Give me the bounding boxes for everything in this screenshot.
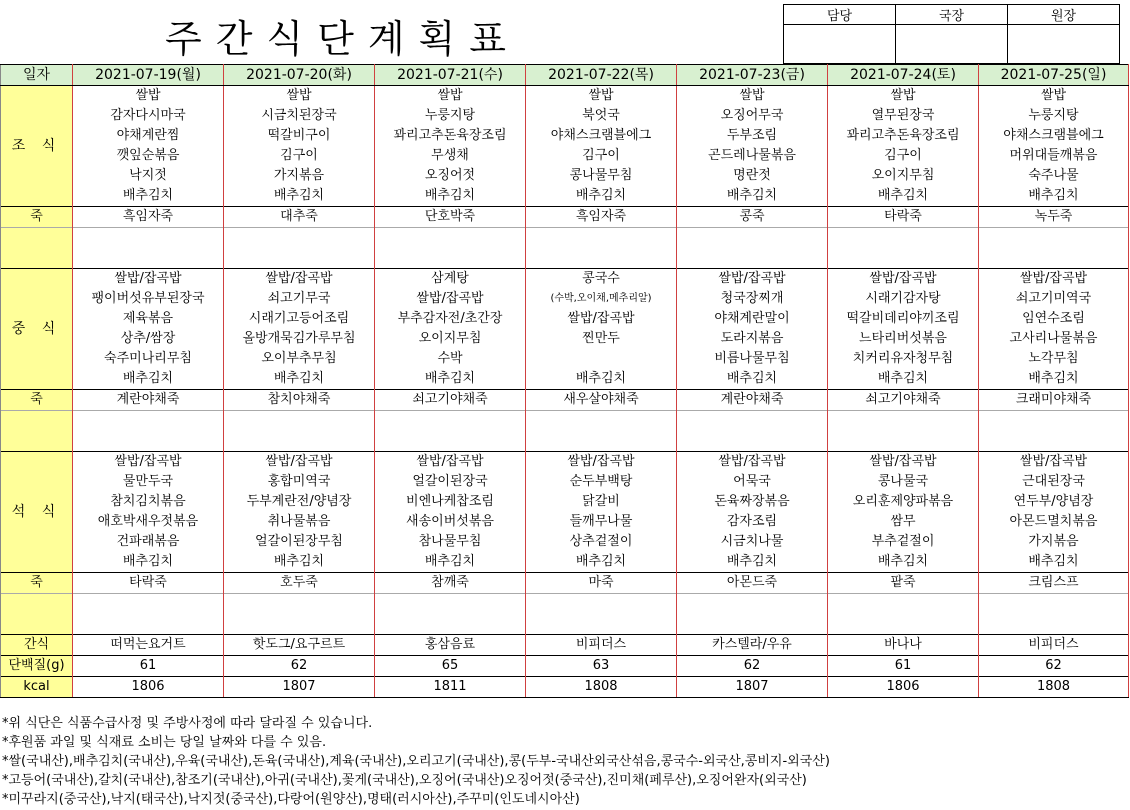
meal-row [1,86,1129,107]
porridge-cell: 참치야채죽 [224,390,375,411]
menu-cell: 쌀밥 [224,86,375,107]
blank-cell [677,411,828,432]
kcal-row [1,677,1129,698]
menu-cell: 숙주미나리무침 [73,349,224,369]
kcal-cell: 1807 [224,677,375,698]
menu-cell: 낙지젓 [73,166,224,186]
menu-cell: 치커리유자청무침 [828,349,979,369]
blank-row [1,614,1129,635]
blank-cell [224,431,375,452]
blank-cell [73,614,224,635]
menu-cell: 오이지무침 [375,329,526,349]
menu-cell: 부추감자전/초간장 [375,309,526,329]
menu-cell: 비엔나케찹조림 [375,492,526,512]
menu-cell: 콩나물국 [828,472,979,492]
meal-row [1,472,1129,492]
menu-cell: 야채스크램블에그 [526,126,677,146]
menu-cell: 배추김치 [526,369,677,390]
menu-cell: 쇠고기무국 [224,289,375,309]
signoff-label: 담당 [784,5,896,25]
porridge-row [1,207,1129,228]
porridge-cell: 녹두죽 [979,207,1129,228]
porridge-cell: 마죽 [526,573,677,594]
snack-cell: 바나나 [828,635,979,656]
date-cell: 2021-07-21(수) [375,65,526,86]
menu-cell: 곤드레나물볶음 [677,146,828,166]
blank-label [1,614,73,635]
porridge-cell: 크래미야채죽 [979,390,1129,411]
menu-cell: 두부조림 [677,126,828,146]
menu-cell: 쌀밥 [677,86,828,107]
menu-cell: 꽈리고추돈육장조림 [375,126,526,146]
signoff-box [783,4,1120,64]
menu-cell: 두부계란전/양념장 [224,492,375,512]
porridge-row [1,573,1129,594]
menu-cell: 배추김치 [73,186,224,207]
porridge-cell: 계란야채죽 [677,390,828,411]
porridge-cell: 대추죽 [224,207,375,228]
meal-row [1,126,1129,146]
menu-cell: 시금치된장국 [224,106,375,126]
menu-cell: 쌀밥 [73,86,224,107]
menu-cell: 고사리나물볶음 [979,329,1129,349]
porridge-cell: 아몬드죽 [677,573,828,594]
menu-cell: 누룽지탕 [979,106,1129,126]
blank-cell [224,614,375,635]
protein-cell: 62 [677,656,828,677]
menu-cell: 배추김치 [375,186,526,207]
blank-cell [979,228,1129,249]
blank-cell [526,594,677,615]
date-label: 일자 [1,65,73,86]
meal-row [1,186,1129,207]
menu-cell: 쇠고기미역국 [979,289,1129,309]
menu-cell: 배추김치 [677,552,828,573]
menu-cell: 명란젓 [677,166,828,186]
protein-row [1,656,1129,677]
blank-cell [526,431,677,452]
snack-cell: 비피더스 [526,635,677,656]
menu-cell: 상추/쌈장 [73,329,224,349]
menu-cell: 쌀밥/잡곡밥 [828,269,979,290]
menu-cell: (수박,오이채,메추리알) [526,289,677,309]
blank-cell [224,228,375,249]
blank-cell [828,411,979,432]
menu-cell: 청국장찌개 [677,289,828,309]
porridge-cell: 팥죽 [828,573,979,594]
menu-cell: 배추김치 [526,552,677,573]
menu-cell: 배추김치 [224,186,375,207]
porridge-cell: 흑임자죽 [526,207,677,228]
menu-cell: 물만두국 [73,472,224,492]
blank-cell [375,594,526,615]
menu-cell: 배추김치 [224,369,375,390]
menu-cell: 무생채 [375,146,526,166]
menu-cell: 배추김치 [828,552,979,573]
menu-cell: 시래기감자탕 [828,289,979,309]
meal-row [1,492,1129,512]
blank-cell [979,431,1129,452]
blank-cell [73,248,224,269]
porridge-cell: 새우살야채죽 [526,390,677,411]
menu-cell: 들깨무나물 [526,512,677,532]
porridge-cell: 계란야채죽 [73,390,224,411]
menu-cell: 오징어무국 [677,106,828,126]
menu-cell: 쌀밥/잡곡밥 [375,289,526,309]
meal-row [1,369,1129,390]
meal-label: 중 식 [1,269,73,390]
menu-cell: 배추김치 [73,369,224,390]
menu-cell: 감자조림 [677,512,828,532]
menu-cell: 느타리버섯볶음 [828,329,979,349]
blank-cell [828,431,979,452]
notes [2,714,1128,809]
menu-cell: 삼계탕 [375,269,526,290]
kcal-label: kcal [1,677,73,698]
blank-label [1,431,73,452]
meal-row [1,106,1129,126]
menu-cell: 쌀밥/잡곡밥 [73,269,224,290]
blank-cell [526,411,677,432]
kcal-cell: 1806 [73,677,224,698]
note-line: *고등어(국내산),갈치(국내산),참조기(국내산),아귀(국내산),꽃게(국내산),오징어(국내산)오징어젓(중국산),진미채(페루산),오징어완자(외국산) [2,773,807,788]
signoff-label: 국장 [896,5,1008,25]
menu-cell: 오징어젓 [375,166,526,186]
date-cell: 2021-07-22(목) [526,65,677,86]
porridge-cell: 크림스프 [979,573,1129,594]
menu-cell: 상추겉절이 [526,532,677,552]
porridge-cell: 쇠고기야채죽 [828,390,979,411]
blank-label [1,594,73,615]
porridge-cell: 단호박죽 [375,207,526,228]
menu-cell: 떡갈비데리야끼조림 [828,309,979,329]
meal-row [1,552,1129,573]
menu-cell: 취나물볶음 [224,512,375,532]
date-cell: 2021-07-23(금) [677,65,828,86]
blank-cell [526,614,677,635]
menu-cell: 올방개묵김가루무침 [224,329,375,349]
menu-cell: 머위대들깨볶음 [979,146,1129,166]
menu-cell: 쌀밥/잡곡밥 [979,452,1129,473]
menu-cell: 아몬드멸치볶음 [979,512,1129,532]
blank-cell [224,248,375,269]
menu-cell: 야채계란말이 [677,309,828,329]
blank-cell [677,248,828,269]
blank-cell [828,228,979,249]
menu-cell: 비름나물무침 [677,349,828,369]
menu-cell: 누룽지탕 [375,106,526,126]
menu-cell: 쌈무 [828,512,979,532]
meal-row [1,309,1129,329]
blank-row [1,248,1129,269]
date-cell: 2021-07-24(토) [828,65,979,86]
menu-cell: 배추김치 [979,186,1129,207]
blank-cell [979,594,1129,615]
meal-row [1,146,1129,166]
page-title: 주간식단계획표 [165,17,520,61]
menu-cell: 오이지무침 [828,166,979,186]
snack-cell: 떠먹는요거트 [73,635,224,656]
menu-cell: 꽈리고추돈육장조림 [828,126,979,146]
menu-cell: 임연수조림 [979,309,1129,329]
menu-cell: 배추김치 [677,186,828,207]
meal-row [1,532,1129,552]
blank-cell [73,431,224,452]
menu-cell: 순두부백탕 [526,472,677,492]
protein-cell: 61 [73,656,224,677]
date-cell: 2021-07-19(월) [73,65,224,86]
menu-cell: 얼갈이된장국 [375,472,526,492]
meal-label: 석 식 [1,452,73,573]
blank-cell [73,228,224,249]
menu-cell: 찐만두 [526,329,677,349]
menu-cell: 쌀밥/잡곡밥 [677,269,828,290]
blank-cell [375,228,526,249]
blank-row [1,228,1129,249]
blank-label [1,248,73,269]
blank-cell [677,594,828,615]
menu-cell: 홍합미역국 [224,472,375,492]
kcal-cell: 1811 [375,677,526,698]
porridge-cell: 타락죽 [828,207,979,228]
kcal-cell: 1806 [828,677,979,698]
protein-cell: 63 [526,656,677,677]
menu-cell: 얼갈이된장무침 [224,532,375,552]
blank-cell [375,248,526,269]
menu-cell: 제육볶음 [73,309,224,329]
kcal-cell: 1808 [979,677,1129,698]
menu-cell: 배추김치 [828,186,979,207]
porridge-cell: 콩죽 [677,207,828,228]
porridge-label: 죽 [1,573,73,594]
signoff-label: 원장 [1008,5,1120,25]
blank-cell [979,411,1129,432]
menu-table [0,64,1129,698]
snack-cell: 홍삼음료 [375,635,526,656]
porridge-row [1,390,1129,411]
menu-cell: 김구이 [526,146,677,166]
menu-cell: 북엇국 [526,106,677,126]
menu-cell: 쌀밥 [979,86,1129,107]
menu-cell: 애호박새우젓볶음 [73,512,224,532]
menu-cell [526,349,677,369]
blank-cell [526,228,677,249]
blank-cell [375,411,526,432]
protein-cell: 62 [224,656,375,677]
porridge-cell: 흑임자죽 [73,207,224,228]
blank-cell [73,594,224,615]
menu-cell: 쌀밥/잡곡밥 [526,309,677,329]
menu-cell: 배추김치 [375,552,526,573]
meal-row [1,512,1129,532]
porridge-label: 죽 [1,207,73,228]
menu-cell: 수박 [375,349,526,369]
menu-cell: 오리훈제양파볶음 [828,492,979,512]
porridge-cell: 쇠고기야채죽 [375,390,526,411]
blank-cell [677,228,828,249]
menu-cell: 시금치나물 [677,532,828,552]
menu-cell: 참치김치볶음 [73,492,224,512]
blank-label [1,228,73,249]
menu-cell: 오이부추무침 [224,349,375,369]
menu-cell: 쌀밥/잡곡밥 [526,452,677,473]
signoff-cell[interactable] [784,25,896,64]
blank-cell [526,248,677,269]
menu-cell: 깻잎순볶음 [73,146,224,166]
protein-label: 단백질(g) [1,656,73,677]
menu-cell: 배추김치 [73,552,224,573]
note-line: *위 식단은 식품수급사정 및 주방사정에 따라 달라질 수 있습니다. [2,716,373,731]
page-title-area [0,0,780,64]
meal-row [1,349,1129,369]
blank-row [1,411,1129,432]
note-line: *후원품 과일 및 식재료 소비는 당일 날짜와 다를 수 있음. [2,735,327,750]
meal-row [1,452,1129,473]
kcal-cell: 1808 [526,677,677,698]
blank-cell [224,411,375,432]
menu-cell: 떡갈비구이 [224,126,375,146]
menu-cell: 참나물무침 [375,532,526,552]
menu-cell: 쌀밥/잡곡밥 [224,452,375,473]
meal-row [1,269,1129,290]
menu-cell: 쌀밥/잡곡밥 [73,452,224,473]
menu-cell: 노각무침 [979,349,1129,369]
snack-cell: 카스텔라/우유 [677,635,828,656]
blank-label [1,411,73,432]
menu-cell: 가지볶음 [979,532,1129,552]
note-line: *쌀(국내산),배추김치(국내산),우육(국내산),돈육(국내산),계육(국내산),오리고기(국내산),콩(두부-국내산외국산섞음,콩국수-외국산,콩비지-외국산) [2,754,830,769]
blank-cell [828,594,979,615]
blank-row [1,594,1129,615]
menu-cell: 배추김치 [979,552,1129,573]
menu-cell: 건파래볶음 [73,532,224,552]
blank-cell [677,614,828,635]
menu-cell: 쌀밥/잡곡밥 [828,452,979,473]
menu-cell: 김구이 [224,146,375,166]
blank-cell [828,614,979,635]
menu-cell: 김구이 [828,146,979,166]
blank-cell [73,411,224,432]
menu-cell: 팽이버섯유부된장국 [73,289,224,309]
blank-row [1,431,1129,452]
menu-cell: 부추겉절이 [828,532,979,552]
snack-cell: 비피더스 [979,635,1129,656]
date-cell: 2021-07-25(일) [979,65,1129,86]
menu-cell: 가지볶음 [224,166,375,186]
menu-cell: 쌀밥 [526,86,677,107]
menu-cell: 숙주나물 [979,166,1129,186]
menu-cell: 배추김치 [375,369,526,390]
menu-cell: 열무된장국 [828,106,979,126]
meal-row [1,166,1129,186]
porridge-cell: 호두죽 [224,573,375,594]
blank-cell [677,431,828,452]
signoff-cell[interactable] [1008,25,1120,64]
porridge-cell: 타락죽 [73,573,224,594]
menu-cell: 근대된장국 [979,472,1129,492]
protein-cell: 61 [828,656,979,677]
signoff-cell[interactable] [896,25,1008,64]
menu-cell: 야채계란찜 [73,126,224,146]
menu-cell: 도라지볶음 [677,329,828,349]
menu-cell: 쌀밥 [375,86,526,107]
menu-cell: 배추김치 [526,186,677,207]
menu-cell: 배추김치 [828,369,979,390]
header-row [1,65,1129,86]
menu-cell: 콩국수 [526,269,677,290]
meal-row [1,289,1129,309]
blank-cell [375,614,526,635]
menu-cell: 쌀밥 [828,86,979,107]
snack-row [1,635,1129,656]
menu-cell: 쌀밥/잡곡밥 [979,269,1129,290]
porridge-cell: 참깨죽 [375,573,526,594]
menu-cell: 야채스크램블에그 [979,126,1129,146]
menu-cell: 어묵국 [677,472,828,492]
menu-cell: 배추김치 [677,369,828,390]
menu-cell: 새송이버섯볶음 [375,512,526,532]
blank-cell [375,431,526,452]
menu-cell: 콩나물무침 [526,166,677,186]
blank-cell [224,594,375,615]
porridge-label: 죽 [1,390,73,411]
blank-cell [979,614,1129,635]
blank-cell [979,248,1129,269]
snack-cell: 핫도그/요구르트 [224,635,375,656]
blank-cell [828,248,979,269]
menu-cell: 감자다시마국 [73,106,224,126]
meal-row [1,329,1129,349]
menu-cell: 쌀밥/잡곡밥 [375,452,526,473]
meal-label: 조 식 [1,86,73,207]
menu-cell: 쌀밥/잡곡밥 [224,269,375,290]
menu-cell: 연두부/양념장 [979,492,1129,512]
menu-cell: 쌀밥/잡곡밥 [677,452,828,473]
note-line: *미꾸라지(중국산),낙지(태국산),낙지젓(중국산),다랑어(원양산),명태(러시아산),주꾸미(인도네시아산) [2,792,580,807]
menu-cell: 배추김치 [224,552,375,573]
protein-cell: 62 [979,656,1129,677]
protein-cell: 65 [375,656,526,677]
snack-label: 간식 [1,635,73,656]
menu-cell: 닭갈비 [526,492,677,512]
menu-cell: 배추김치 [979,369,1129,390]
menu-cell: 돈육짜장볶음 [677,492,828,512]
menu-cell: 시래기고등어조림 [224,309,375,329]
kcal-cell: 1807 [677,677,828,698]
date-cell: 2021-07-20(화) [224,65,375,86]
